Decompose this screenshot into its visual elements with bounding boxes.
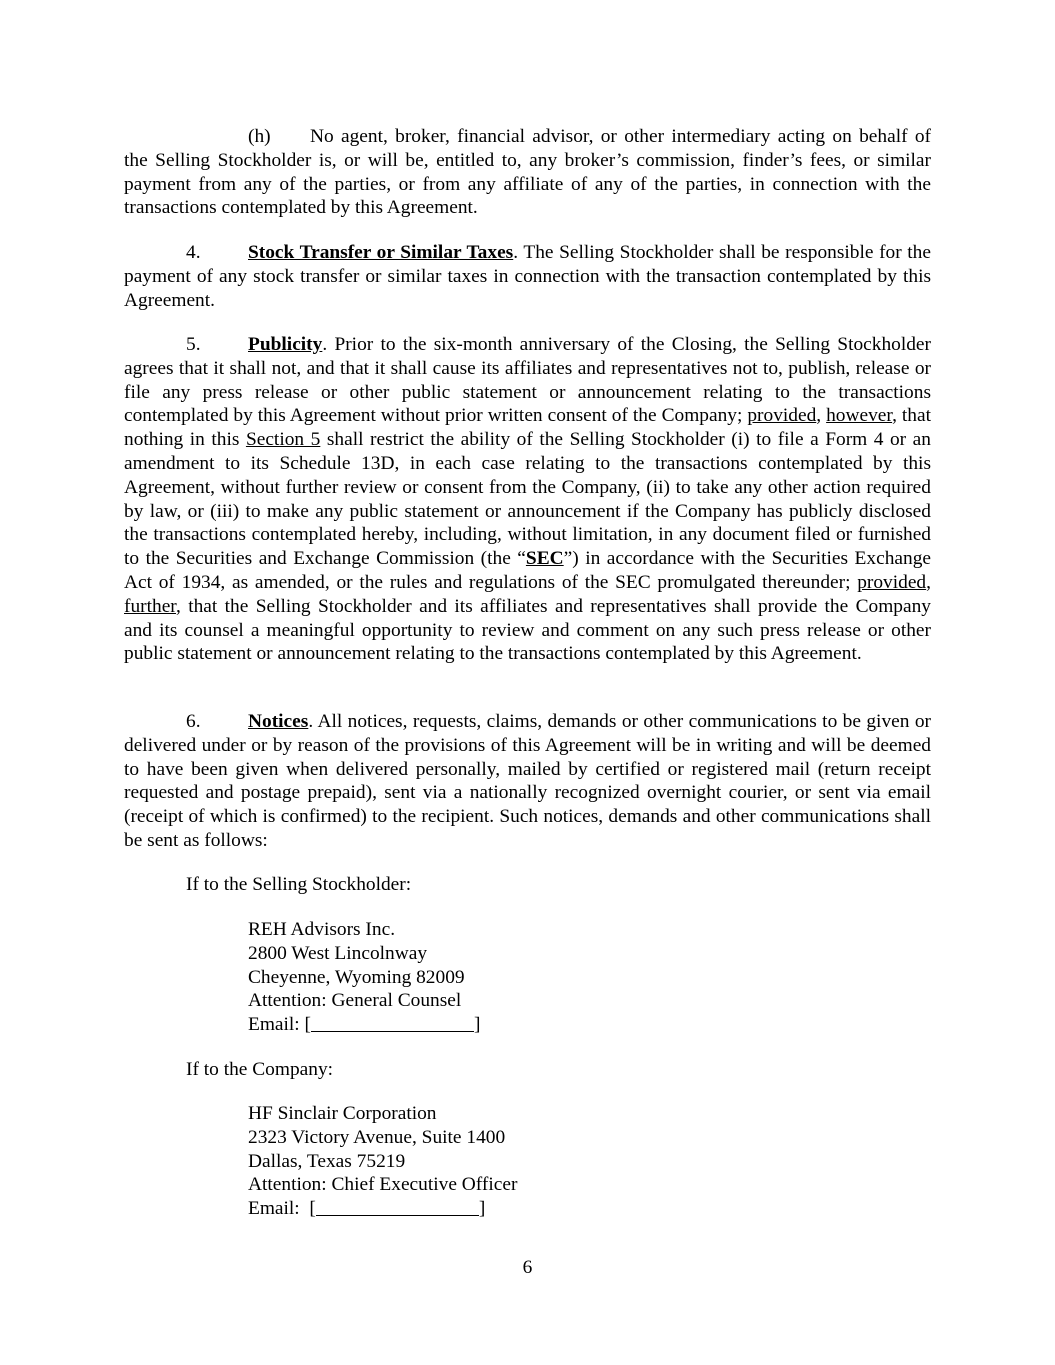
address-line: Attention: Chief Executive Officer xyxy=(248,1174,518,1196)
stockholder-address xyxy=(248,918,480,1037)
text: , that nothing in this xyxy=(124,405,931,451)
text: ”) in accordance with the Securities Exchange Act of 1934, as amended, or the rules and regulations of the SEC promulgated thereunder; xyxy=(124,548,931,593)
section-reference: Section 5 xyxy=(245,429,321,451)
term: provided xyxy=(857,571,927,593)
company-lead: If to the Company: xyxy=(186,1059,334,1080)
address-line: Cheyenne, Wyoming 82009 xyxy=(248,966,465,988)
company-address xyxy=(248,1102,517,1221)
clause-label: (h) xyxy=(248,126,271,147)
section-text: . The Selling Stockholder shall be responsible for the payment of any stock transfer or similar taxes in connection with the transaction contemplated by this Agreement. xyxy=(124,242,931,311)
text: shall restrict the ability of the Selling Stockholder (i) to file a Form 4 or an amendment to its Schedule 13D, in each case relating to the transactions contemplated by this Agreement, without further review or consent from the Company, (ii) to take any other action required by law, or (iii) to make any public statement or announcement if the Company has publicly disclosed the transactions contemplated hereby, including, without limitation, in any document filed or furnished to the Securities and Exchange Commission (the “ xyxy=(124,429,931,570)
term: further xyxy=(124,595,176,617)
section-number: 4. xyxy=(186,242,201,263)
email-blank xyxy=(316,1197,479,1216)
section-heading: Stock Transfer or Similar Taxes xyxy=(248,242,514,263)
address-line: 2800 West Lincolnway xyxy=(248,942,428,964)
section-heading: Notices xyxy=(248,711,309,732)
section-4 xyxy=(124,241,931,312)
address-line: HF Sinclair Corporation xyxy=(248,1103,437,1124)
address-line: Attention: General Counsel xyxy=(248,990,462,1012)
email-label: Email: [ xyxy=(248,1014,312,1036)
email-blank xyxy=(311,1013,474,1032)
text: , xyxy=(816,405,827,427)
text: . Prior to the six-month anniversary of the Closing, the Selling Stockholder agrees that it shall not, and that it shall cause its affiliates and representatives not to, publish, release or file any press release or other public statement or announcement relating to the transactions contemplated by this Agreement without prior written consent of the Company; xyxy=(124,334,931,427)
paragraph-h xyxy=(124,125,931,220)
term: provided xyxy=(747,405,817,427)
bracket: ] xyxy=(478,1198,486,1220)
address-line: 2323 Victory Avenue, Suite 1400 xyxy=(248,1126,506,1148)
email-line xyxy=(248,1197,517,1221)
section-6 xyxy=(124,710,931,853)
stockholder-lead: If to the Selling Stockholder: xyxy=(186,874,412,895)
text: , xyxy=(926,571,931,593)
defined-term: SEC xyxy=(525,548,564,570)
section-5 xyxy=(124,333,931,666)
section-text: . All notices, requests, claims, demands or other communications to be given or delivered under or by reason of the provisions of this Agreement will be in writing and will be deemed to have been given when delivered personally, mailed by certified or registered mail (return receipt requested and postage prepaid), sent via a nationally recognized overnight courier, or sent via email (receipt of which is confirmed) to the recipient. Such notices, demands and other communications shall be sent as follows: xyxy=(124,711,931,851)
page-number: 6 xyxy=(522,1257,533,1278)
text: , that the Selling Stockholder and its affiliates and representatives shall provide the Company and its counsel a meaningful opportunity to review and comment on any such press release or other public statement or announcement relating to the transactions contemplated by this Agreement. xyxy=(124,595,931,665)
address-line: Dallas, Texas 75219 xyxy=(248,1150,406,1172)
clause-text: No agent, broker, financial advisor, or other intermediary acting on behalf of the Selling Stockholder is, or will be, entitled to, any broker’s commission, finder’s fees, or similar payment from any of the parties, or from any affiliate of any of the parties, in connection with the transactions contemplated by this Agreement. xyxy=(124,126,931,219)
term: however xyxy=(826,405,893,427)
email-line xyxy=(248,1013,480,1037)
email-label: Email: [ xyxy=(248,1198,316,1220)
bracket: ] xyxy=(474,1014,481,1036)
section-number: 6. xyxy=(186,711,201,732)
section-number: 5. xyxy=(186,334,201,355)
section-heading: Publicity xyxy=(248,334,323,355)
address-line: REH Advisors Inc. xyxy=(248,919,396,940)
